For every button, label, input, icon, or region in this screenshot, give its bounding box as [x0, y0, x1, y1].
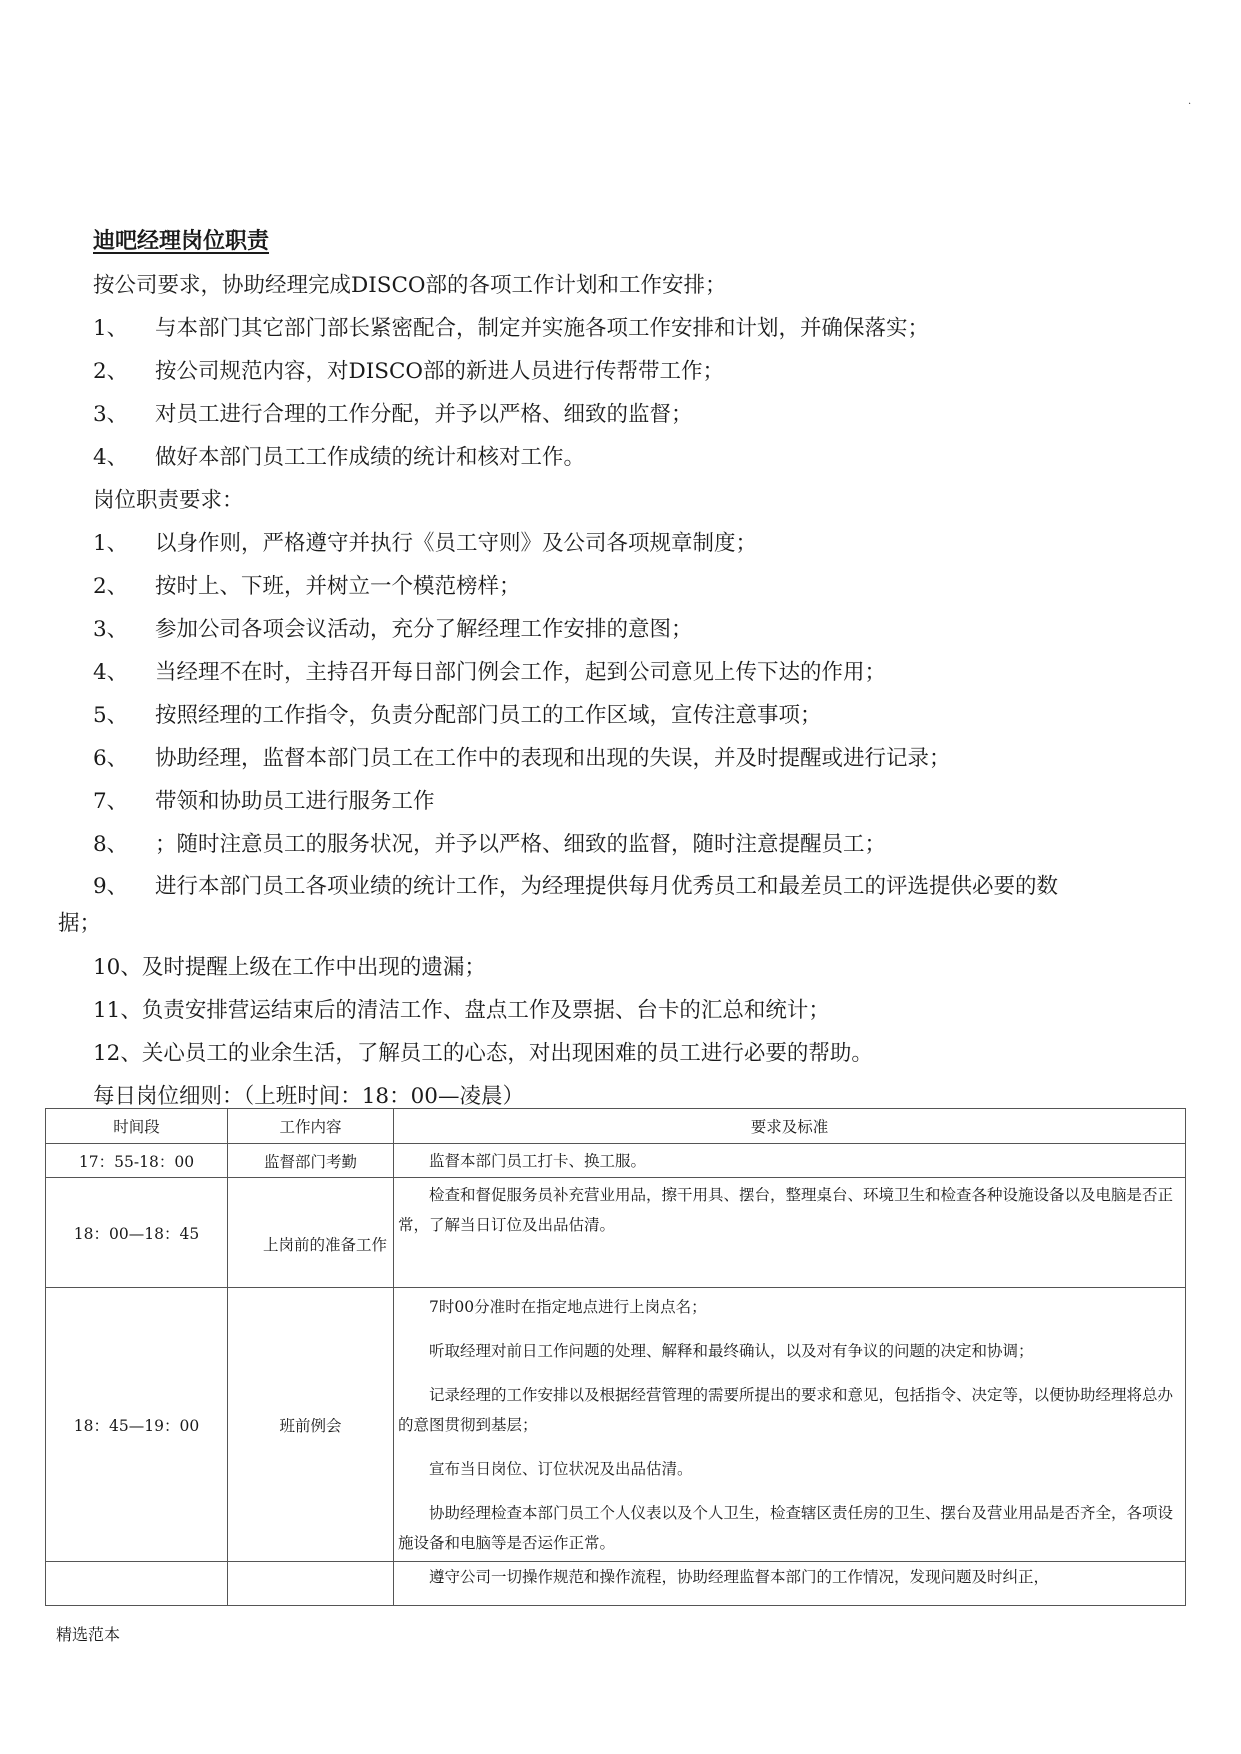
- duties-list: [93, 307, 1209, 479]
- list-item: 2、 按公司规范内容，对DISCO部的新进人员进行传帮带工作；: [93, 359, 725, 384]
- column-header: 工作内容: [228, 1109, 394, 1144]
- requirements-list: [58, 522, 1209, 1075]
- schedule-heading: 每日岗位细则：（上班时间：18：00—凌晨）: [93, 1084, 524, 1109]
- details-cell: 7时00分准时在指定地点进行上岗点名； 听取经理对前日工作问题的处理、解释和最终确认，以及对有争议的问题的决定和协调； 记录经理的工作安排以及根据经营管理的需要所提出的要求和意见，包括指令、决定等，以便协助经理将总办的意图贯彻到基层； 宣布当日岗位、订位状况及出品估清。 协助经理检查本部门员工个人仪表以及个人卫生，检查辖区责任房的卫生、摆台及营业用品是否齐全，各项设施设备和电脑等是否运作正常。: [394, 1288, 1186, 1562]
- document-body: [58, 264, 1209, 1118]
- list-item: 2、 按时上、下班，并树立一个模范榜样；: [93, 574, 521, 599]
- task-cell: 班前例会: [228, 1288, 394, 1562]
- page-title: 迪吧经理岗位职责: [93, 228, 270, 254]
- task-cell: 监督部门考勤: [228, 1144, 394, 1178]
- column-header: 要求及标准: [394, 1109, 1186, 1144]
- list-item: 4、 做好本部门员工工作成绩的统计和核对工作。: [93, 445, 586, 470]
- task-cell: [228, 1562, 394, 1606]
- time-cell: 18：00—18：45: [46, 1178, 228, 1288]
- list-item: 5、 按照经理的工作指令，负责分配部门员工的工作区域，宣传注意事项；: [93, 703, 822, 728]
- footer-text: 精选范本: [56, 1625, 121, 1644]
- table-row: [46, 1144, 1186, 1178]
- time-cell: 17：55-18：00: [46, 1144, 228, 1178]
- corner-mark: .: [1188, 96, 1192, 107]
- list-item: 10、及时提醒上级在工作中出现的遗漏；: [93, 955, 486, 980]
- list-item: 12、关心员工的业余生活，了解员工的心态，对出现困难的员工进行必要的帮助。: [93, 1041, 873, 1066]
- task-cell: 上岗前的准备工作: [228, 1178, 394, 1288]
- table-row: [46, 1562, 1186, 1606]
- list-item: 6、 协助经理，监督本部门员工在工作中的表现和出现的失误，并及时提醒或进行记录；: [93, 746, 951, 771]
- requirements-heading: 岗位职责要求：: [93, 488, 244, 513]
- list-item: 9、 进行本部门员工各项业绩的统计工作，为经理提供每月优秀员工和最差员工的评选提供必要的数 据；: [58, 874, 1059, 936]
- list-item: 8、 ；随时注意员工的服务状况，并予以严格、细致的监督，随时注意提醒员工；: [93, 832, 887, 857]
- list-item: 7、 带领和协助员工进行服务工作: [93, 789, 435, 814]
- column-header: 时间段: [46, 1109, 228, 1144]
- list-item: 3、 参加公司各项会议活动，充分了解经理工作安排的意图；: [93, 617, 693, 642]
- details-cell: 监督本部门员工打卡、换工服。: [394, 1144, 1186, 1178]
- table-row: [46, 1288, 1186, 1562]
- list-item: 3、 对员工进行合理的工作分配，并予以严格、细致的监督；: [93, 402, 693, 427]
- schedule-table: [45, 1108, 1186, 1606]
- list-item: 1、 以身作则，严格遵守并执行《员工守则》及公司各项规章制度；: [93, 531, 758, 556]
- list-item: 4、 当经理不在时，主持召开每日部门例会工作，起到公司意见上传下达的作用；: [93, 660, 887, 685]
- time-cell: [46, 1562, 228, 1606]
- time-cell: 18：45—19：00: [46, 1288, 228, 1562]
- details-cell: 遵守公司一切操作规范和操作流程，协助经理监督本部门的工作情况，发现问题及时纠正，: [394, 1562, 1186, 1606]
- details-cell: 检查和督促服务员补充营业用品，擦干用具、摆台，整理桌台、环境卫生和检查各种设施设备以及电脑是否正常，了解当日订位及出品估清。: [394, 1178, 1186, 1288]
- table-row: [46, 1178, 1186, 1288]
- list-item: 11、负责安排营运结束后的清洁工作、盘点工作及票据、台卡的汇总和统计；: [93, 998, 830, 1023]
- intro-paragraph: 按公司要求，协助经理完成DISCO部的各项工作计划和工作安排；: [93, 273, 727, 298]
- table-header-row: [46, 1109, 1186, 1144]
- list-item: 1、 与本部门其它部门部长紧密配合，制定并实施各项工作安排和计划，并确保落实；: [93, 316, 930, 341]
